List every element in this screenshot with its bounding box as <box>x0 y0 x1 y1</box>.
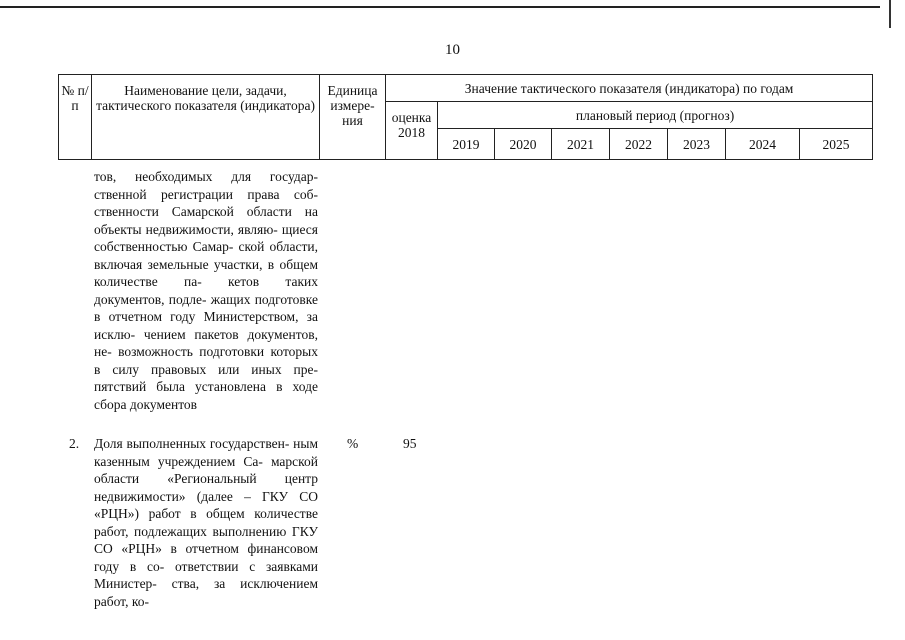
right-border-mark <box>889 0 891 28</box>
year-2024: 2024 <box>726 129 800 160</box>
year-2022: 2022 <box>610 129 668 160</box>
indicator-table-header <box>58 74 873 160</box>
header-unit: Единица измере- ния <box>320 75 386 160</box>
row-2-indicator-text: Доля выполненных государствен- ным казенным учреждением Са- марской области «Региональный центр недвижимости» (далее – ГКУ СО «РЦН») работ в общем количестве работ, подлежащих выполнению ГКУ СО «РЦН» в отчетном финансовом году в со- ответствии с заявками Министер- ства, за исключением работ, ко- <box>94 436 318 609</box>
row-2-number: 2. <box>69 436 80 451</box>
header-planned-period: плановый период (прогноз) <box>438 102 873 129</box>
year-2023: 2023 <box>668 129 726 160</box>
row-2-estimate-2018: 95 <box>403 436 417 451</box>
page-number: 10 <box>445 42 460 58</box>
row-2-unit: % <box>347 436 359 451</box>
year-2020: 2020 <box>495 129 552 160</box>
header-name: Наименование цели, задачи, тактического показателя (индикатора) <box>92 75 320 160</box>
year-2021: 2021 <box>552 129 610 160</box>
header-number: № п/п <box>59 75 92 160</box>
row-1-indicator-text: тов, необходимых для государ- ственной регистрации права соб- ственности Самарской области на объекты недвижимости, являю- щиеся собственностью Самар- ской области, включая земельные участки, в общем количестве па- кетов таких документов, подле- жащих подготовке в отчетном году Министерством, за исклю- чением пакетов документов, не- возможность подготовки которых в силу правовых или иных пре- пятствий была установлена в ходе сбора документов <box>94 169 318 412</box>
year-2025: 2025 <box>800 129 873 160</box>
header-values-title: Значение тактического показателя (индикатора) по годам <box>386 75 873 102</box>
header-estimate: оценка 2018 <box>386 102 438 160</box>
year-2019: 2019 <box>438 129 495 160</box>
top-border-line <box>0 6 880 8</box>
